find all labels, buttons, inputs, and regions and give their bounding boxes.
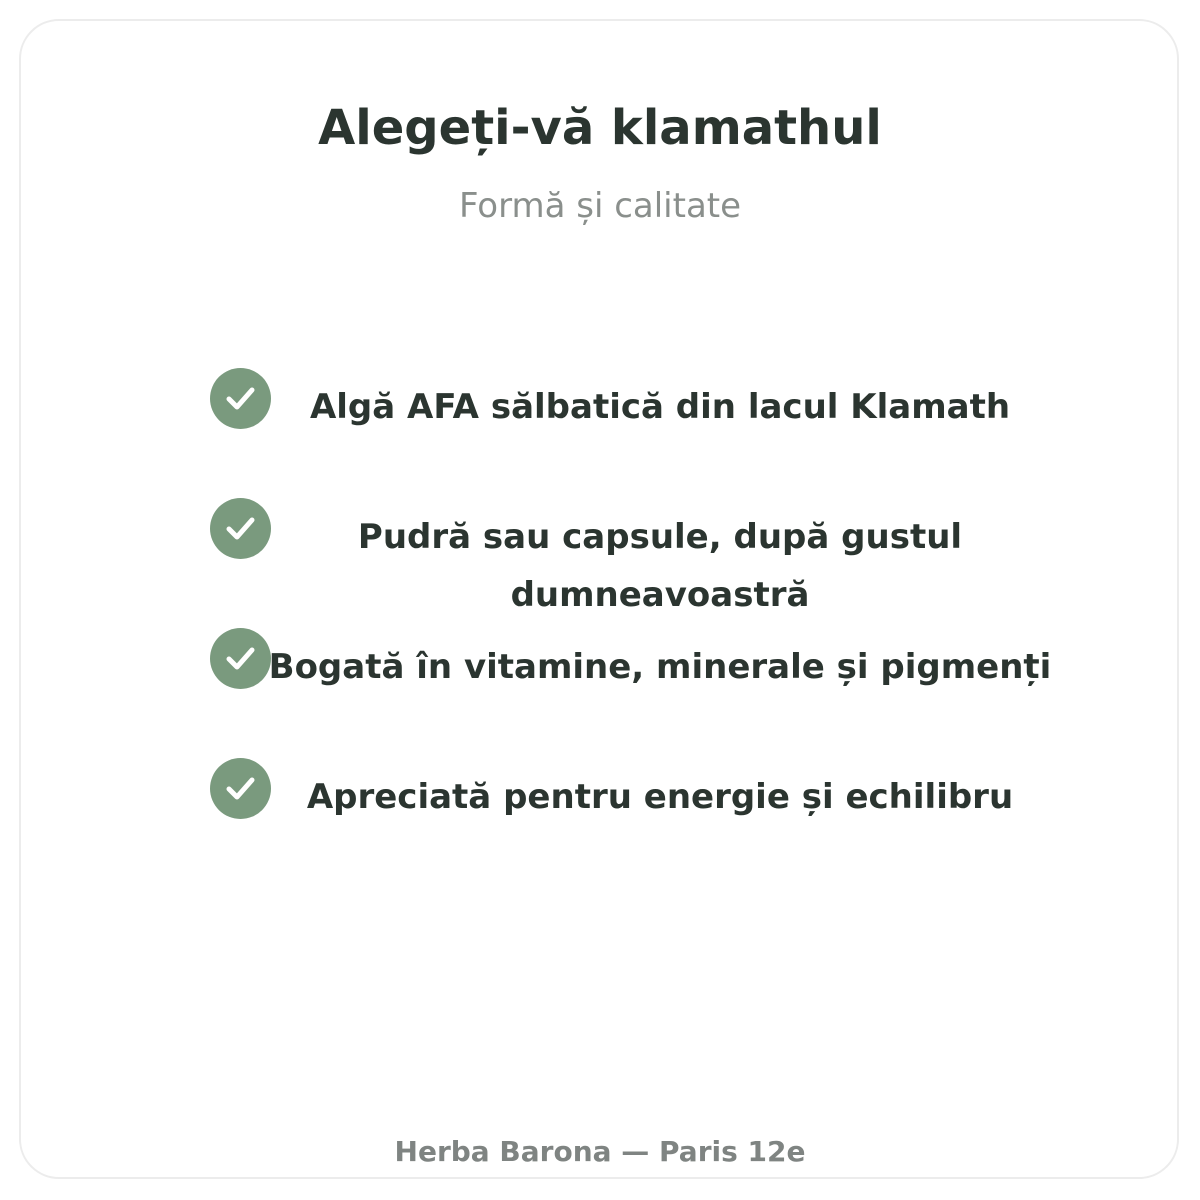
footer-brand: Herba Barona — Paris 12e	[394, 1135, 806, 1168]
page-title: Alegeți-vă klamathul	[318, 100, 882, 156]
check-circle-icon	[210, 498, 271, 559]
feature-text: Apreciată pentru energie și echilibru	[306, 777, 1014, 817]
feature-text: Pudră sau capsule, după gustul dumneavoastră	[357, 517, 963, 615]
feature-text: Algă AFA sălbatică din lacul Klamath	[309, 387, 1011, 427]
feature-text: Bogată în vitamine, minerale și pigmenți	[268, 647, 1052, 687]
check-circle-icon	[210, 758, 271, 819]
page-subtitle: Formă și calitate	[458, 186, 742, 226]
check-circle-icon	[210, 368, 271, 429]
